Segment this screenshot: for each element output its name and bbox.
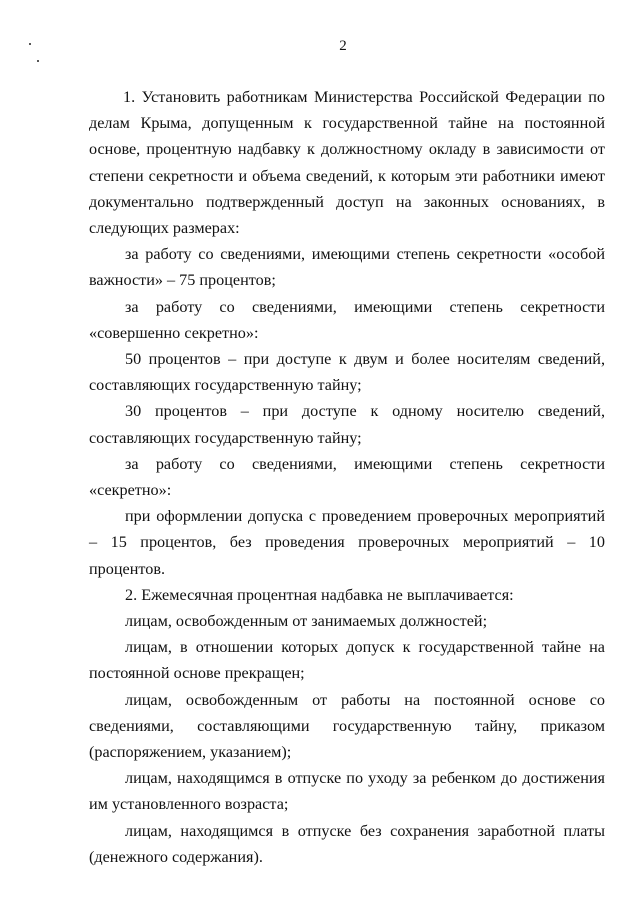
paragraph-7: при оформлении допуска с проведением проверочных мероприятий – 15 процентов, без проведения проверочных мероприятий – 10 процентов. <box>89 507 605 578</box>
document-body <box>89 84 605 870</box>
paragraph-5: 30 процентов – при доступе к одному носителю сведений, составляющих государственную тайну; <box>89 402 605 447</box>
paragraph-3: за работу со сведениями, имеющими степень секретности «совершенно секретно»: <box>89 297 605 342</box>
scan-speck <box>37 60 39 62</box>
paragraph-10: лицам, в отношении которых допуск к государственной тайне на постоянной основе прекращен; <box>89 638 605 683</box>
paragraph-4: 50 процентов – при доступе к двум и более носителям сведений, составляющих государственную тайну; <box>89 350 605 395</box>
paragraph-1: 1. Установить работникам Министерства Российской Федерации по делам Крыма, допущенным к государственной тайне на постоянной основе, процентную надбавку к должностному окладу в зависимости от степени секретности и объема сведений, к которым эти работники имеют документально подтвержденный доступ на законных основаниях, в следующих размерах: <box>89 88 605 238</box>
paragraph-6: за работу со сведениями, имеющими степень секретности «секретно»: <box>89 454 605 500</box>
paragraph-9: лицам, освобожденным от занимаемых должностей; <box>125 612 488 631</box>
paragraph-2: за работу со сведениями, имеющими степень секретности «особой важности» – 75 процентов; <box>89 245 605 290</box>
paragraph-12: лицам, находящимся в отпуске по уходу за ребенком до достижения им установленного возраста; <box>89 769 605 814</box>
page-number: 2 <box>339 38 347 54</box>
paragraph-8: 2. Ежемесячная процентная надбавка не выплачивается: <box>125 585 514 604</box>
paragraph-11: лицам, освобожденным от работы на постоянной основе со сведениями, составляющими государственную тайну, приказом (распоряжением, указанием); <box>89 690 605 762</box>
paragraph-13: лицам, находящимся в отпуске без сохранения заработной платы (денежного содержания). <box>89 821 605 866</box>
